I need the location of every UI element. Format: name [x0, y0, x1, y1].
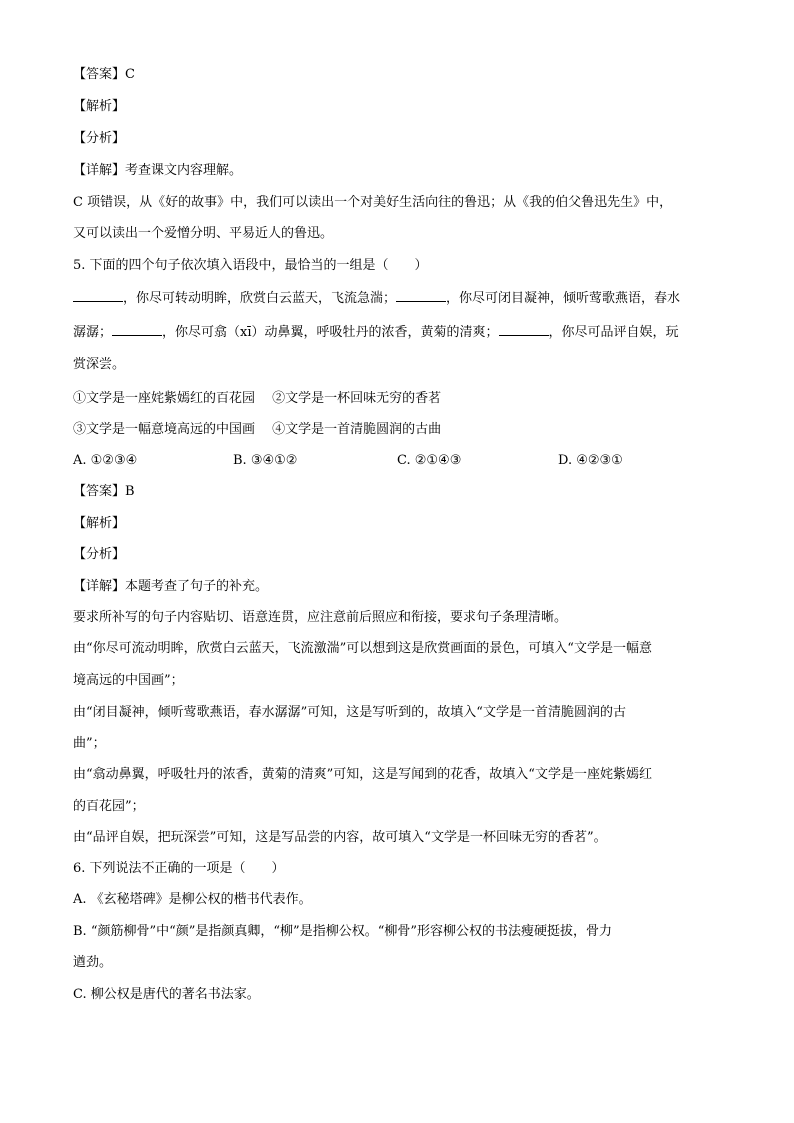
answer-label: 【答案】C: [73, 67, 135, 82]
option-c: C. ②①④③: [397, 453, 462, 468]
sentence-choices: ①文学是一座姹紫嫣红的百花园 ②文学是一杯回味无穷的香茗: [73, 391, 442, 406]
explanation-line: 曲”；: [73, 736, 106, 751]
fill-blank: [499, 323, 549, 336]
option-d: D. ④②③①: [558, 453, 623, 468]
question-6-option-c: C. 柳公权是唐代的著名书法家。: [73, 987, 260, 1002]
question-6-option-b: B. “颜筋柳骨”中“颜”是指颜真卿，“柳”是指柳公权。“柳骨”形容柳公权的书法瘦硬挺拔，骨力: [73, 924, 612, 939]
explanation-line: 由“翕动鼻翼，呼吸牡丹的浓香，黄菊的清爽”可知，这是写闻到的花香，故填入“文学是一座姹紫嫣红: [73, 767, 652, 782]
passage-text: ，你尽可翕（xī）动鼻翼，呼吸牡丹的浓香，黄菊的清爽；: [162, 325, 499, 340]
explanation-line: 境高远的中国画”；: [73, 673, 184, 688]
question-5-passage-line: [73, 323, 679, 342]
option-a: A. ①②③④: [73, 453, 138, 468]
detail-label: 【详解】本题考查了句子的补充。: [73, 579, 269, 594]
answer-label: 【答案】B: [73, 484, 135, 499]
question-6-title: 6. 下列说法不正确的一项是（ ）: [73, 861, 285, 876]
paragraph-line: 又可以读出一个爱憎分明、平易近人的鲁迅。: [73, 226, 334, 241]
question-5-passage-line: 赏深尝。: [73, 357, 126, 372]
question-5-title: 5. 下面的四个句子依次填入语段中，最恰当的一组是（ ）: [73, 258, 428, 273]
analysis-sub-label: 【分析】: [73, 131, 126, 146]
detail-label: 【详解】考查课文内容理解。: [73, 163, 243, 178]
paragraph-line: C 项错误，从《好的故事》中，我们可以读出一个对美好生活向往的鲁迅；从《我的伯父鲁迅先生》中，: [73, 195, 673, 210]
analysis-label: 【解析】: [73, 99, 126, 114]
fill-blank: [112, 323, 162, 336]
analysis-label: 【解析】: [73, 516, 126, 531]
passage-text: 潺潺；: [73, 325, 113, 340]
passage-text: ，你尽可闭目凝神，倾听莺歌燕语，春水: [446, 291, 681, 306]
analysis-sub-label: 【分析】: [73, 547, 126, 562]
question-5-passage-line: [73, 289, 680, 308]
fill-blank: [73, 289, 123, 302]
passage-text: ，你尽可品评自娱，玩: [548, 325, 679, 340]
explanation-line: 由“你尽可流动明眸，欣赏白云蓝天，飞流激湍”可以想到这是欣赏画面的景色，可填入“文学是一幅意: [73, 641, 652, 656]
explanation-line: 的百花园”；: [73, 799, 145, 814]
explanation-line: 由“品评自娱，把玩深尝”可知，这是写品尝的内容，故可填入“文学是一杯回味无穷的香茗”。: [73, 830, 607, 845]
sentence-choices: ③文学是一幅意境高远的中国画 ④文学是一首清脆圆润的古曲: [73, 422, 442, 437]
question-6-option-b-cont: 遒劲。: [73, 955, 113, 970]
passage-text: ，你尽可转动明眸，欣赏白云蓝天，飞流急湍；: [123, 291, 397, 306]
fill-blank: [396, 289, 446, 302]
question-6-option-a: A. 《玄秘塔碑》是柳公权的楷书代表作。: [73, 892, 312, 907]
option-b: B. ③④①②: [233, 453, 298, 468]
explanation-line: 要求所补写的句子内容贴切、语意连贯，应注意前后照应和衔接，要求句子条理清晰。: [73, 610, 568, 625]
explanation-line: 由“闭目凝神，倾听莺歌燕语，春水潺潺”可知，这是写听到的，故填入“文学是一首清脆圆润的古: [73, 705, 626, 720]
